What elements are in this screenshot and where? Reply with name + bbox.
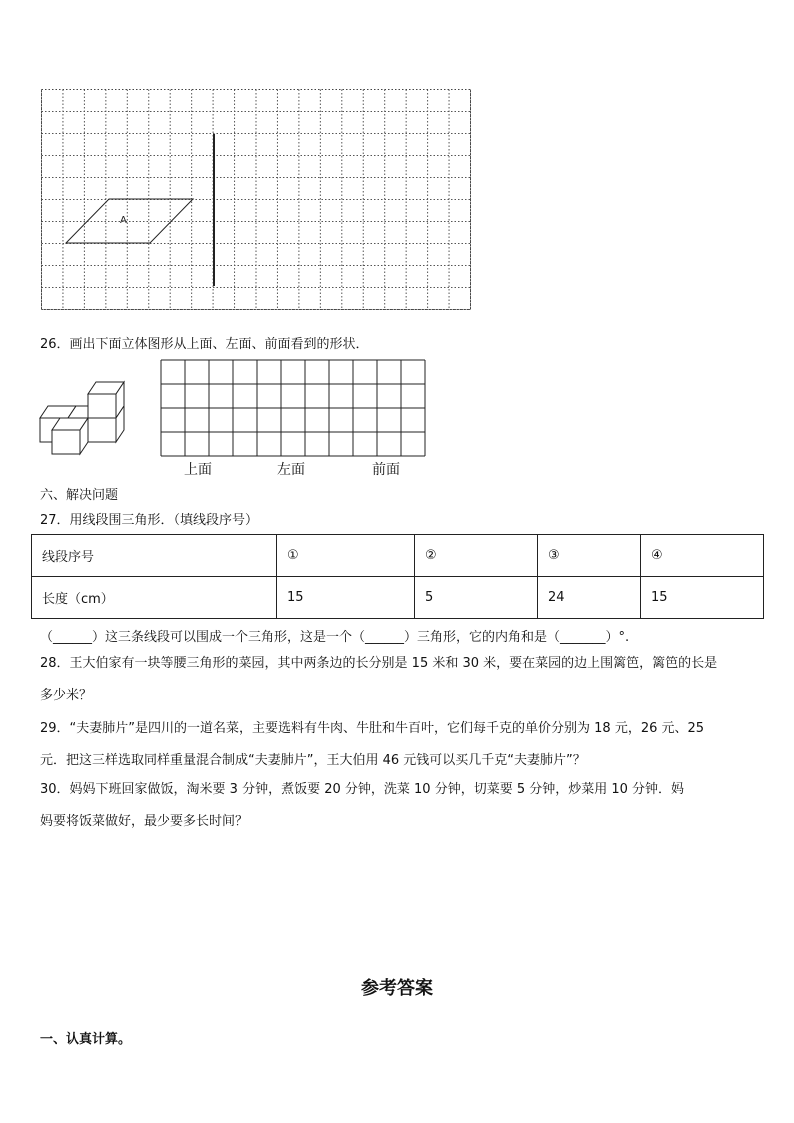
table-row (32, 577, 764, 619)
question-28-line-2: 多少米？ (40, 688, 93, 703)
table-header-row (32, 535, 764, 577)
cube-figure (36, 380, 130, 456)
question-29-line-1: 29．“夫妻肺片”是四川的一道名菜，主要选料有牛肉、牛肚和牛百叶，它们每千克的单价分别为 18 元，26 元、25 (40, 721, 705, 736)
table-cell: ④ (641, 535, 764, 577)
view-label-front: 前面 (372, 462, 400, 478)
question-30-line-1: 30．妈妈下班回家做饭，淘米要 3 分钟，煮饭要 20 分钟，洗菜 10 分钟，切菜要 5 分钟，炒菜用 10 分钟．妈 (40, 782, 685, 797)
question-29 (40, 713, 760, 777)
table-cell: ① (277, 535, 415, 577)
table-cell: ③ (538, 535, 641, 577)
table-cell: ② (415, 535, 538, 577)
view-drawing-grid (160, 359, 428, 457)
table-cell: 长度（cm） (32, 577, 277, 619)
table-cell: 15 (277, 577, 415, 619)
question-27-fill-line: （______）这三条线段可以围成一个三角形，这是一个（______）三角形，它的内角和是（_______）°. (40, 630, 630, 645)
table-cell: 5 (415, 577, 538, 619)
question-29-line-2: 元．把这三样选取同样重量混合制成“夫妻肺片”，王大伯用 46 元钱可以买几千克“夫妻肺片”？ (40, 753, 586, 768)
dotted-grid-figure (40, 88, 474, 314)
question-30-line-2: 妈要将饭菜做好，最少要多长时间？ (40, 814, 249, 829)
table-cell: 24 (538, 577, 641, 619)
question-30 (40, 774, 760, 838)
question-27: 27．用线段围三角形．（填线段序号） (40, 513, 259, 528)
question-28 (40, 648, 760, 712)
question-28-line-1: 28．王大伯家有一块等腰三角形的菜园，其中两条边的长分别是 15 米和 30 米，要在菜园的边上围篱笆，篱笆的长是 (40, 656, 718, 671)
section-6-heading: 六、解决问题 (40, 488, 119, 503)
segment-table (31, 534, 764, 619)
question-26: 26．画出下面立体图形从上面、左面、前面看到的形状． (40, 337, 369, 352)
table-cell: 线段序号 (32, 535, 277, 577)
parallelogram-label: A (120, 215, 127, 226)
view-label-top: 上面 (184, 462, 212, 478)
answers-title: 参考答案 (361, 978, 433, 999)
view-label-left: 左面 (277, 462, 305, 478)
answers-section-1: 一、认真计算。 (40, 1032, 132, 1047)
table-cell: 15 (641, 577, 764, 619)
